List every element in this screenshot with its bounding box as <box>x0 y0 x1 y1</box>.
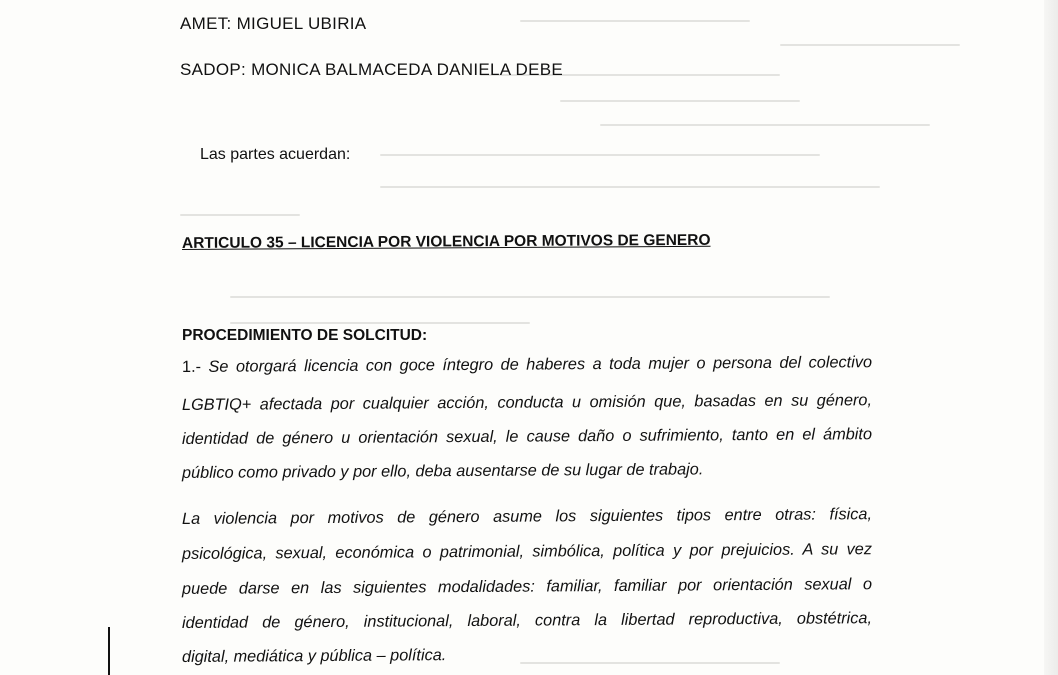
paragraph-2-line-3 <box>182 575 872 599</box>
scan-edge-shadow <box>1044 0 1058 675</box>
paragraph-2-text: psicológica, sexual, económica o patrimonial, simbólica, política y por prejuicios. A su vez <box>181 540 873 563</box>
paragraph-2-text: La violencia por motivos de género asume los siguientes tipos entre otras: física, <box>181 505 873 528</box>
paragraph-2-text: puede darse en las siguientes modalidades: familiar, familiar por orientación sexual o <box>181 575 873 598</box>
bleed-through-artifact <box>780 44 960 46</box>
article-heading: ARTICULO 35 – LICENCIA POR VIOLENCIA POR MOTIVOS DE GENERO <box>181 231 711 252</box>
bleed-through-artifact <box>230 322 530 324</box>
margin-mark <box>108 627 110 675</box>
bleed-through-artifact <box>180 214 300 216</box>
paragraph-1-text: LGBTIQ+ afectada por cualquier acción, conducta u omisión que, basadas en su género, <box>181 391 873 414</box>
bleed-through-artifact <box>520 20 750 22</box>
paragraph-1-line-4 <box>182 460 703 483</box>
bleed-through-artifact <box>600 124 930 126</box>
paragraph-2-text: identidad de género, institucional, laboral, contra la libertad reproductiva, obstétrica, <box>181 609 873 632</box>
party-sadop: SADOP: MONICA BALMACEDA DANIELA DEBE <box>180 60 564 79</box>
paragraph-1-text: identidad de género u orientación sexual, le cause daño o sufrimiento, tanto en el ámbito <box>181 425 873 448</box>
bleed-through-artifact <box>380 186 880 188</box>
paragraph-2-line-1 <box>182 505 872 529</box>
paragraph-1-line-3 <box>182 425 872 449</box>
procedure-heading: PROCEDIMIENTO DE SOLCITUD: <box>182 327 428 344</box>
paragraph-2-text: digital, mediática y pública – política. <box>181 646 447 666</box>
paragraph-2-line-4 <box>182 609 872 633</box>
intro-text: Las partes acuerdan: <box>200 146 351 163</box>
bleed-through-artifact <box>520 662 780 664</box>
party-amet: AMET: MIGUEL UBIRIA <box>180 14 367 33</box>
bleed-through-artifact <box>230 296 830 298</box>
paragraph-2-line-5 <box>182 646 446 667</box>
paragraph-1-text: público como privado y por ello, deba ausentarse de su lugar de trabajo. <box>181 460 704 482</box>
paragraph-1-line-2 <box>182 391 872 415</box>
bleed-through-artifact <box>560 100 800 102</box>
paragraph-1-line-1 <box>182 353 872 377</box>
paragraph-2-line-2 <box>182 540 872 564</box>
bleed-through-artifact <box>380 154 820 156</box>
paragraph-1-text: Se otorgará licencia con goce íntegro de haberes a toda mujer o persona del colectivo <box>208 353 873 376</box>
paragraph-number: 1.- <box>181 357 202 376</box>
